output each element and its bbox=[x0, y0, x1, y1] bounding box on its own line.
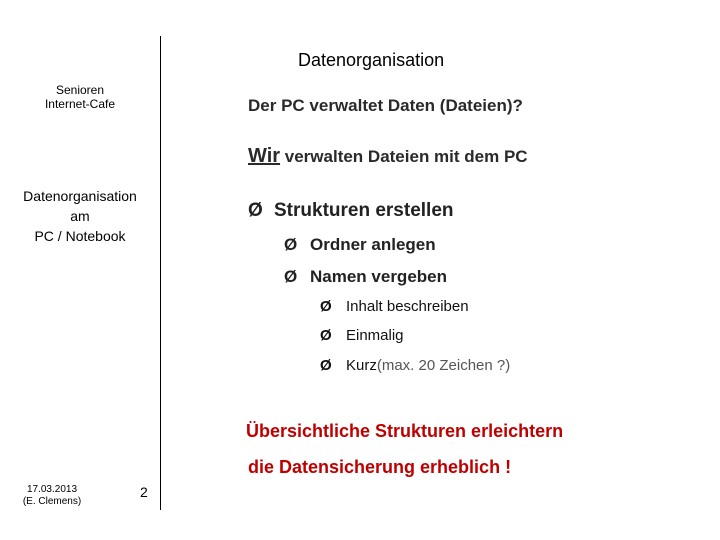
conclusion-line-1: Übersichtliche Strukturen erleichtern bbox=[246, 421, 564, 441]
arrow-bullet-icon: Ø bbox=[284, 267, 298, 286]
bullet-label: Strukturen erstellen bbox=[274, 200, 454, 221]
question-text: Der PC verwaltet Daten (Dateien)? bbox=[248, 96, 523, 115]
arrow-bullet-icon: Ø bbox=[320, 357, 332, 374]
bullet-label: Ordner anlegen bbox=[310, 235, 436, 254]
topic-line-3: PC / Notebook bbox=[34, 228, 126, 244]
bullet-note: (max. 20 Zeichen ?) bbox=[376, 357, 511, 374]
statement-text bbox=[248, 145, 528, 168]
arrow-bullet-icon: Ø bbox=[320, 327, 332, 344]
bullet-label: Inhalt beschreiben bbox=[346, 298, 469, 315]
bullet-label: Kurz bbox=[346, 357, 377, 374]
bullet-label: Namen vergeben bbox=[310, 267, 447, 286]
bullet-item bbox=[284, 235, 436, 255]
footer-author: (E. Clemens) bbox=[22, 496, 82, 507]
bullet-item bbox=[320, 298, 469, 315]
vertical-divider bbox=[160, 36, 161, 510]
bullet-item bbox=[320, 357, 510, 374]
footer-date: 17.03.2013 bbox=[26, 484, 78, 495]
footer-date-block bbox=[16, 484, 88, 508]
arrow-bullet-icon: Ø bbox=[320, 298, 332, 315]
organization-label bbox=[20, 83, 140, 111]
arrow-bullet-icon: Ø bbox=[284, 235, 298, 254]
bullet-item bbox=[284, 267, 447, 287]
page-number: 2 bbox=[140, 484, 148, 500]
statement-emphasis: Wir bbox=[248, 145, 281, 167]
conclusion-line-2: die Datensicherung erheblich ! bbox=[248, 457, 512, 477]
topic-line-2: am bbox=[70, 208, 90, 224]
topic-line-1: Datenorganisation bbox=[23, 188, 137, 204]
slide-title: Datenorganisation bbox=[298, 50, 445, 70]
bullet-item bbox=[320, 327, 404, 344]
bullet-label: Einmalig bbox=[346, 327, 404, 344]
statement-rest: verwalten Dateien mit dem PC bbox=[280, 147, 528, 166]
topic-label bbox=[14, 186, 146, 246]
organization-line-2: Internet-Cafe bbox=[44, 97, 116, 111]
organization-line-1: Senioren bbox=[55, 83, 105, 97]
arrow-bullet-icon: Ø bbox=[248, 200, 263, 221]
bullet-item bbox=[248, 200, 454, 222]
